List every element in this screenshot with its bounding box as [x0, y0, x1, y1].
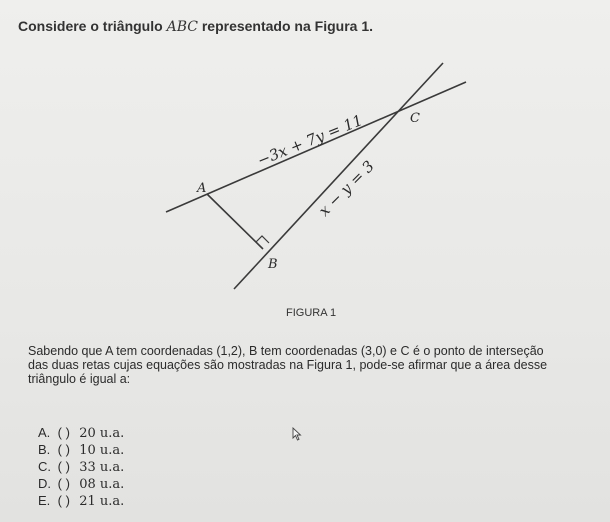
option-checkbox[interactable]: ( ): [57, 493, 70, 508]
option-checkbox[interactable]: ( ): [57, 476, 70, 491]
line-bc: [234, 63, 443, 289]
option-value: 20 u.a.: [79, 426, 125, 441]
vertex-a-label: A: [197, 181, 207, 196]
option-value: 08 u.a.: [79, 477, 125, 492]
option-d[interactable]: [38, 475, 124, 492]
option-b[interactable]: [38, 441, 124, 458]
question-line-3: triângulo é igual a:: [28, 372, 131, 386]
option-letter: E.: [38, 493, 51, 508]
label-line-bc: x − y = 3: [315, 157, 378, 220]
option-letter: D.: [38, 476, 51, 491]
option-c[interactable]: [38, 458, 124, 475]
option-value: 33 u.a.: [79, 460, 125, 475]
option-checkbox[interactable]: ( ): [57, 459, 70, 474]
option-letter: C.: [38, 459, 51, 474]
option-value: 21 u.a.: [79, 494, 125, 509]
triangle-name: ABC: [166, 19, 198, 35]
vertex-b-label: B: [268, 257, 278, 272]
mouse-cursor-icon: [292, 427, 304, 441]
segment-ab: [207, 194, 263, 249]
option-checkbox[interactable]: ( ): [57, 442, 70, 457]
option-letter: B.: [38, 442, 51, 457]
option-letter: A.: [38, 425, 51, 440]
intro-prefix: Considere o triângulo: [18, 18, 167, 34]
question-text: [28, 344, 603, 386]
option-e[interactable]: [38, 492, 124, 509]
option-value: 10 u.a.: [79, 443, 125, 458]
question-line-1: Sabendo que A tem coordenadas (1,2), B tem coordenadas (3,0) e C é o ponto de interseção: [28, 344, 544, 358]
intro-suffix: representado na Figura 1.: [197, 18, 374, 34]
figure-caption: FIGURA 1: [286, 307, 337, 319]
answer-options: [38, 424, 124, 509]
vertex-c-label: C: [410, 111, 420, 126]
option-checkbox[interactable]: ( ): [57, 425, 70, 440]
question-line-2: das duas retas cujas equações são mostradas na Figura 1, pode-se afirmar que a área desse: [28, 358, 548, 372]
option-a[interactable]: [38, 424, 124, 441]
right-angle-mark: [256, 236, 269, 243]
label-line-ac: −3x + 7y = 11: [254, 111, 366, 170]
